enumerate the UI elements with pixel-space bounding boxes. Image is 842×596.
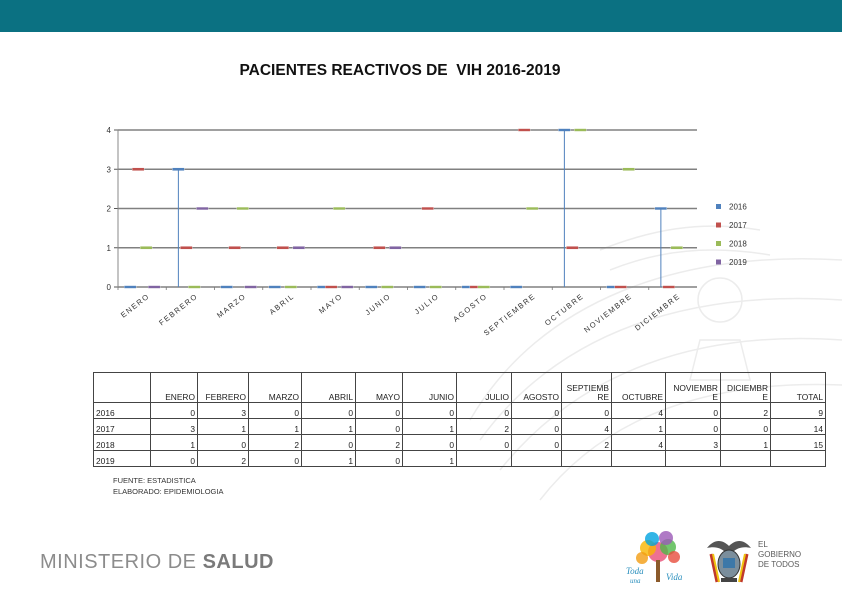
ministerio-logo-text (40, 551, 274, 574)
y-tick-label: 0 (106, 283, 111, 292)
table-header-cell: JUNIO (403, 373, 457, 403)
data-point (188, 286, 200, 289)
table-header-cell: JULIO (457, 373, 512, 403)
table-cell: 0 (562, 403, 612, 419)
ecuador-coat-of-arms-icon (703, 532, 755, 586)
x-tick-label: ENERO (118, 291, 152, 320)
data-point (663, 286, 675, 289)
data-point (245, 286, 257, 289)
table-header-cell: NOVIEMBRE (666, 373, 721, 403)
data-point (293, 246, 305, 249)
table-cell (721, 451, 771, 467)
table-cell: 0 (512, 419, 562, 435)
table-row (94, 435, 826, 451)
x-tick-label: SEPTIEMBRE (481, 291, 538, 338)
table-cell: 4 (612, 435, 666, 451)
data-point (341, 286, 353, 289)
data-point (365, 286, 377, 289)
data-point (518, 129, 530, 132)
data-point (526, 207, 538, 210)
legend-label: 2018 (729, 239, 747, 249)
table-cell: 0 (721, 419, 771, 435)
data-point (623, 168, 635, 171)
data-table (93, 372, 826, 467)
data-point (196, 207, 208, 210)
table-cell: 1 (249, 419, 302, 435)
table-header-cell: MAYO (356, 373, 403, 403)
x-tick-label: ABRIL (267, 291, 297, 317)
data-point (285, 286, 297, 289)
data-point (414, 286, 426, 289)
logo-text-1: Toda (626, 566, 644, 576)
legend-swatch (716, 260, 721, 265)
x-tick-label: AGOSTO (451, 291, 490, 324)
table-header-cell: OCTUBRE (612, 373, 666, 403)
x-tick-label: JULIO (412, 291, 441, 317)
table-cell: 0 (666, 403, 721, 419)
table-header-cell: AGOSTO (512, 373, 562, 403)
table-cell: 0 (666, 419, 721, 435)
table-cell: 1 (612, 419, 666, 435)
table-cell: 4 (562, 419, 612, 435)
table-cell: 0 (302, 403, 356, 419)
gob-line-1: EL (758, 540, 768, 549)
table-cell: 3 (198, 403, 249, 419)
data-point (615, 286, 627, 289)
legend-swatch (716, 223, 721, 228)
ministerio-prefix: MINISTERIO DE (40, 551, 203, 573)
table-cell: 2 (721, 403, 771, 419)
table-cell: 1 (302, 419, 356, 435)
y-tick-label: 3 (106, 165, 111, 175)
source-note: FUENTE: ESTADISTICA (113, 476, 196, 485)
table-cell: 14 (771, 419, 826, 435)
table-cell: 0 (356, 419, 403, 435)
legend-label: 2019 (729, 258, 747, 267)
data-point (422, 207, 434, 210)
table-cell (666, 451, 721, 467)
ministerio-bold: SALUD (202, 551, 274, 573)
data-point (140, 246, 152, 249)
table-cell: 2 (562, 435, 612, 451)
data-point (566, 246, 578, 249)
table-header-cell: TOTAL (771, 373, 826, 403)
table-header-cell: DICIEMBRE (721, 373, 771, 403)
table-cell: 0 (151, 451, 198, 467)
gobierno-logo-text (758, 540, 801, 570)
table-cell: 0 (403, 435, 457, 451)
table-cell: 1 (721, 435, 771, 451)
table-cell: 2 (198, 451, 249, 467)
table-cell: 1 (151, 435, 198, 451)
data-point (430, 286, 442, 289)
table-cell: 0 (302, 435, 356, 451)
x-tick-label: FEBRERO (157, 291, 200, 328)
table-cell: 15 (771, 435, 826, 451)
table-cell: 1 (403, 451, 457, 467)
table-header-cell: MARZO (249, 373, 302, 403)
table-header-cell (94, 373, 151, 403)
table-header-cell: ABRIL (302, 373, 356, 403)
legend-swatch (716, 241, 721, 246)
y-tick-label: 4 (106, 126, 111, 135)
data-point (389, 246, 401, 249)
x-tick-label: OCTUBRE (542, 291, 586, 328)
x-tick-label: MARZO (215, 291, 248, 320)
table-cell: 0 (356, 451, 403, 467)
legend-swatch (716, 204, 721, 209)
table-cell: 4 (612, 403, 666, 419)
table-cell: 2 (249, 435, 302, 451)
row-label: 2018 (94, 435, 151, 451)
data-point (180, 246, 192, 249)
row-label: 2019 (94, 451, 151, 467)
table-header-cell: SEPTIEMBRE (562, 373, 612, 403)
table-header-row (94, 373, 826, 403)
table-cell: 2 (457, 419, 512, 435)
data-point (671, 246, 683, 249)
data-point (124, 286, 136, 289)
page-title: PACIENTES REACTIVOS DE VIH 2016-2019 (239, 62, 561, 79)
x-tick-label: NOVIEMBRE (582, 291, 634, 335)
table-cell (512, 451, 562, 467)
table-cell (457, 451, 512, 467)
row-label: 2016 (94, 403, 151, 419)
data-point (478, 286, 490, 289)
x-tick-label: DICIEMBRE (633, 291, 683, 333)
data-point (333, 207, 345, 210)
table-header-cell: ENERO (151, 373, 198, 403)
data-point (132, 168, 144, 171)
table-cell (771, 451, 826, 467)
x-tick-label: JUNIO (363, 291, 393, 318)
y-tick-label: 1 (106, 243, 111, 253)
table-cell: 0 (457, 435, 512, 451)
data-point (277, 246, 289, 249)
author-note: ELABORADO: EPIDEMIOLOGIA (113, 487, 224, 496)
table-cell: 0 (151, 403, 198, 419)
data-point (373, 246, 385, 249)
table-cell: 1 (198, 419, 249, 435)
table-header-cell: FEBRERO (198, 373, 249, 403)
table-row (94, 419, 826, 435)
table-row (94, 451, 826, 467)
data-point (574, 129, 586, 132)
gob-line-2: GOBIERNO (758, 550, 802, 559)
table-cell: 0 (457, 403, 512, 419)
table-cell: 3 (151, 419, 198, 435)
data-point (229, 246, 241, 249)
table-cell: 2 (356, 435, 403, 451)
toda-una-vida-logo (622, 530, 692, 586)
data-point (510, 286, 522, 289)
table-cell: 1 (403, 419, 457, 435)
table-cell: 0 (249, 403, 302, 419)
table-cell (612, 451, 666, 467)
table-cell: 3 (666, 435, 721, 451)
data-point (221, 286, 233, 289)
data-point (237, 207, 249, 210)
table-row (94, 403, 826, 419)
table-cell: 9 (771, 403, 826, 419)
table-cell: 0 (403, 403, 457, 419)
table-cell: 0 (512, 403, 562, 419)
data-point (325, 286, 337, 289)
legend-label: 2016 (729, 202, 747, 212)
table-cell: 0 (356, 403, 403, 419)
gob-line-3: DE TODOS (758, 560, 800, 569)
table-cell: 0 (249, 451, 302, 467)
logo-text-2: una (630, 577, 641, 585)
table-cell: 0 (198, 435, 249, 451)
data-point (148, 286, 160, 289)
data-point (381, 286, 393, 289)
x-tick-label: MAYO (317, 291, 345, 316)
data-point (269, 286, 281, 289)
table-cell (562, 451, 612, 467)
table-cell: 1 (302, 451, 356, 467)
legend-label: 2017 (729, 221, 747, 230)
y-tick-label: 2 (106, 204, 111, 214)
row-label: 2017 (94, 419, 151, 435)
logo-text-3: Vida (666, 572, 683, 582)
footer-notes (113, 475, 223, 497)
table-cell: 0 (512, 435, 562, 451)
